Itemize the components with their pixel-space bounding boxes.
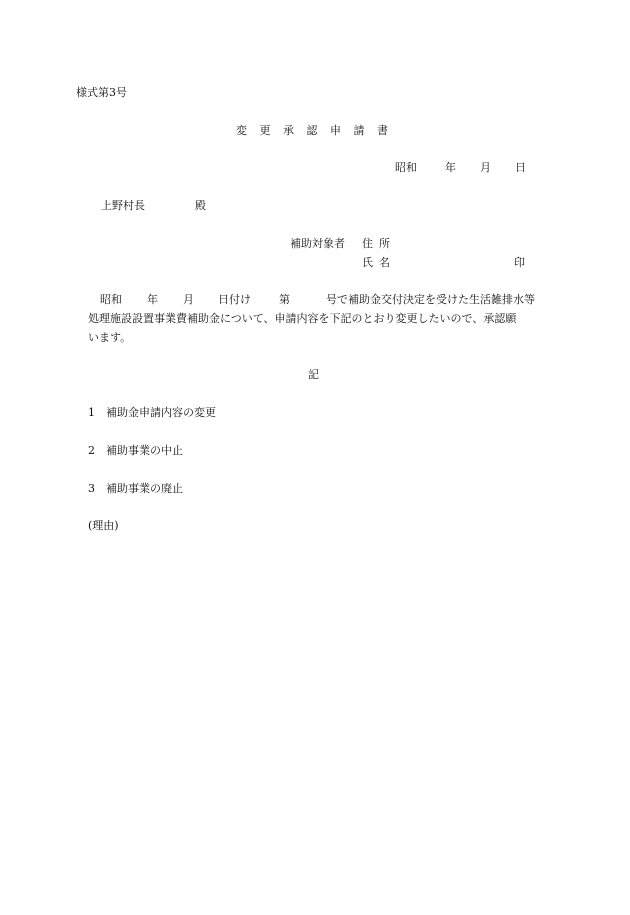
- list-item: [88, 407, 216, 418]
- date-year-label: 年: [445, 161, 456, 174]
- item-number: 1: [88, 406, 95, 419]
- item-number: 2: [88, 444, 95, 457]
- body-era: 昭和: [100, 293, 122, 306]
- name-label: 氏名: [362, 256, 396, 269]
- body-year-label: 年: [147, 293, 158, 306]
- document-title: 変 更 承 認 申 請 書: [236, 124, 389, 137]
- body-line-1-text: 号で補助金交付決定を受けた生活雑排水等: [326, 293, 535, 306]
- body-dated-label: 日付け: [218, 293, 251, 306]
- body-month-label: 月: [183, 293, 194, 306]
- date-era: 昭和: [395, 161, 417, 174]
- item-number: 3: [88, 482, 95, 495]
- body-number-prefix: 第: [279, 293, 290, 306]
- reason-label: (理由): [88, 519, 119, 532]
- item-text: 補助金申請内容の変更: [106, 406, 216, 419]
- list-item: [88, 445, 183, 456]
- date-day-label: 日: [515, 161, 526, 174]
- body-line-2: 処理施設設置事業費補助金について、申請内容を下記のとおり変更したいので、承認願: [88, 312, 517, 325]
- ki-heading: 記: [308, 368, 319, 381]
- form-number: 様式第3号: [76, 86, 127, 99]
- item-text: 補助事業の中止: [106, 444, 183, 457]
- list-item: [88, 483, 183, 494]
- item-text: 補助事業の廃止: [106, 482, 183, 495]
- addressee-honorific: 殿: [195, 199, 206, 212]
- body-line-3: います。: [88, 331, 132, 344]
- applicant-label: 補助対象者: [290, 237, 345, 250]
- addressee-name: 上野村長: [101, 199, 145, 212]
- address-label: 住所: [362, 237, 396, 250]
- seal-mark: 印: [514, 256, 525, 269]
- date-month-label: 月: [480, 161, 491, 174]
